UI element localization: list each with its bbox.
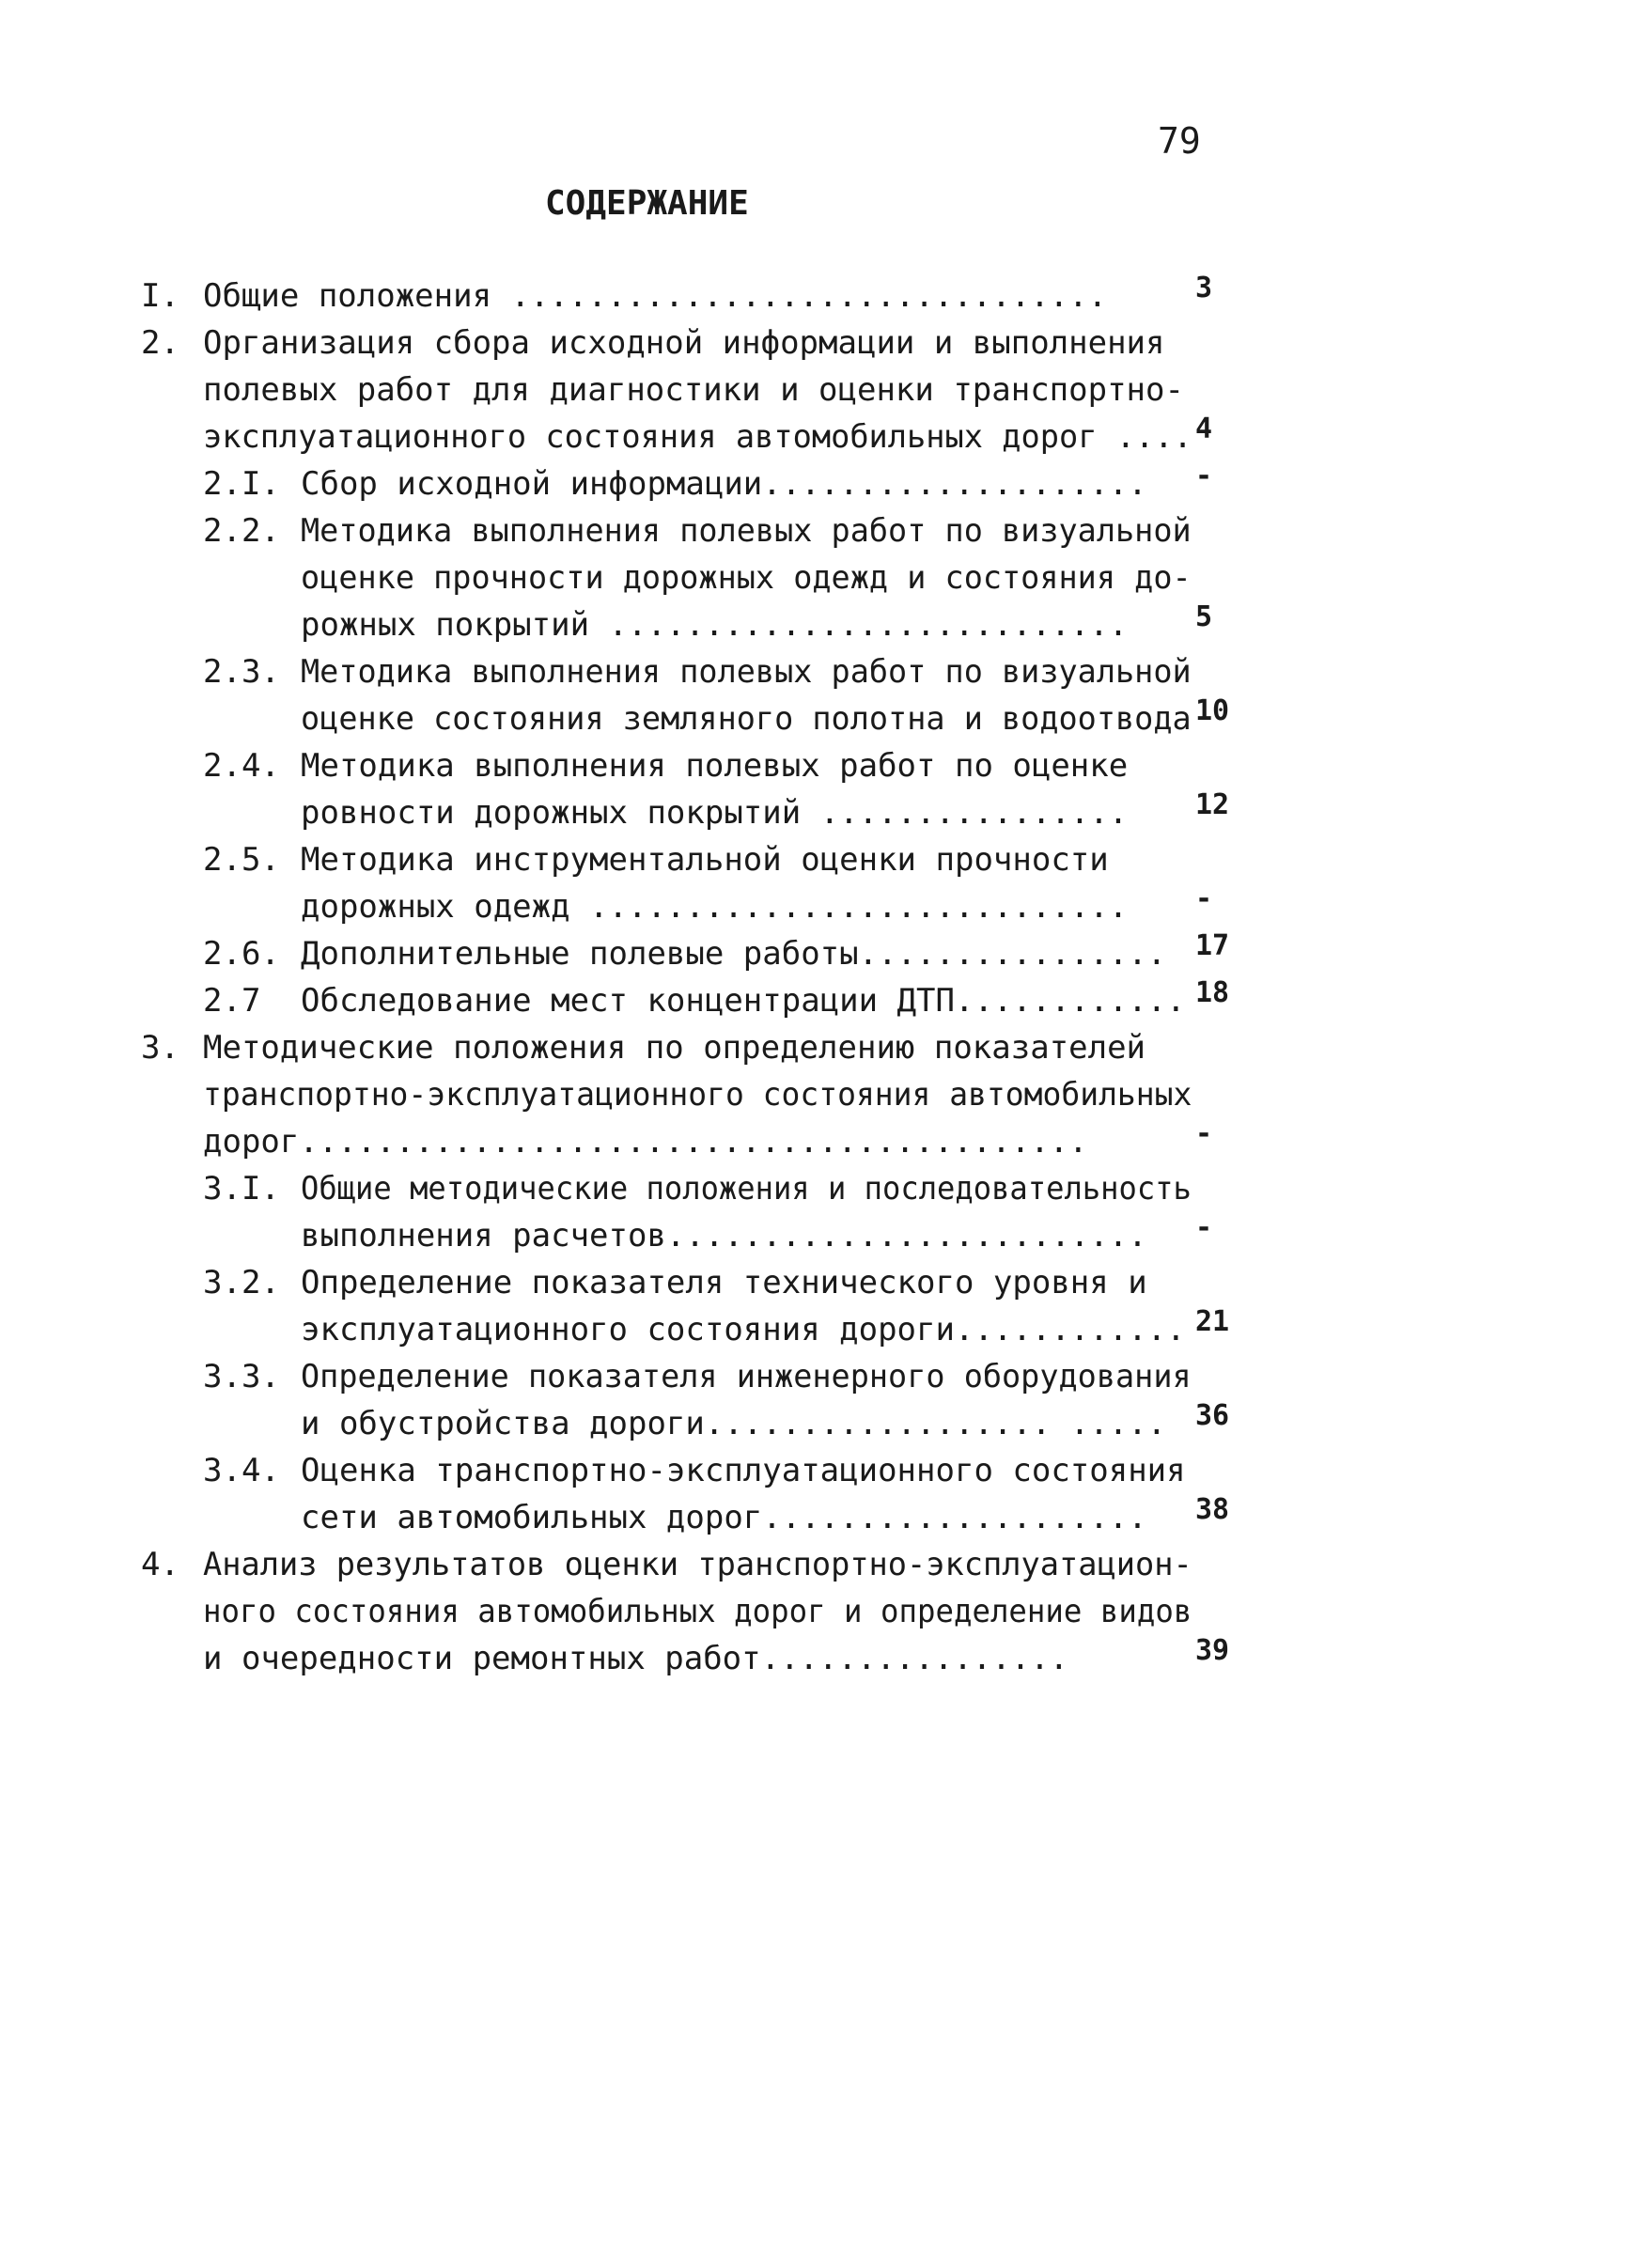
toc-entry-text: Дополнительные полевые работы................: [301, 935, 1167, 973]
toc-entry: [141, 273, 1240, 319]
toc-entry-text: ровности дорожных покрытий ................: [301, 794, 1129, 832]
toc-entry-text: дорожных одежд ............................: [301, 888, 1129, 926]
toc-page-ref: 17: [1195, 929, 1230, 962]
toc-entry: [141, 930, 1240, 977]
toc-entry-line: [141, 366, 1240, 413]
toc-entry-line: [141, 601, 1240, 648]
toc-entry-number: 2.6.: [203, 935, 280, 973]
toc-entry-text: Методика выполнения полевых работ по визуальной: [301, 512, 1192, 550]
toc-entry-text: Общие методические положения и последовательность: [301, 1170, 1192, 1208]
toc-entry-number: 3.: [141, 1029, 179, 1067]
toc-entry: [141, 507, 1240, 648]
toc-entry-text: полевых работ для диагностики и оценки транспортно-: [203, 371, 1184, 409]
toc-entry-number: 2.5.: [203, 841, 280, 879]
toc-page-ref: -: [1195, 882, 1213, 915]
toc-entry-text: Методика инструментальной оценки прочности: [301, 841, 1109, 879]
toc-entry-line: [141, 1024, 1240, 1071]
toc-entry-text: Организация сбора исходной информации и выполнения: [203, 324, 1165, 362]
toc-entry-text: рожных покрытий ...........................: [301, 606, 1129, 644]
toc-entry-number: I.: [141, 277, 179, 315]
toc-entry-line: [141, 1071, 1240, 1118]
toc-entry-text: ного состояния автомобильных дорог и определение видов: [203, 1593, 1192, 1630]
toc-entry-number: 2.7: [203, 982, 261, 1020]
toc-page-ref: 18: [1195, 976, 1230, 1009]
table-of-contents: [141, 273, 1240, 1682]
toc-entry: [141, 1259, 1240, 1353]
toc-entry-line: [141, 1588, 1240, 1635]
toc-page-ref: 36: [1195, 1399, 1230, 1432]
toc-entry-number: 2.3.: [203, 653, 280, 691]
toc-page-ref: 10: [1195, 694, 1230, 727]
toc-entry-line: [141, 507, 1240, 554]
toc-entry-number: 2.2.: [203, 512, 280, 550]
toc-entry-text: эксплуатационного состояния дороги............: [301, 1311, 1186, 1348]
toc-entry-line: [141, 836, 1240, 883]
toc-page-ref: 12: [1195, 788, 1230, 821]
toc-entry-text: Методические положения по определению показателей: [203, 1029, 1146, 1067]
toc-entry: [141, 1541, 1240, 1682]
toc-entry-line: [141, 1259, 1240, 1306]
toc-entry-number: 3.I.: [203, 1170, 280, 1208]
toc-entry-line: [141, 413, 1240, 460]
toc-entry-line: [141, 1353, 1240, 1400]
page-number: 79: [1158, 120, 1201, 162]
toc-entry-line: [141, 1541, 1240, 1588]
toc-entry-text: выполнения расчетов.........................: [301, 1217, 1147, 1254]
toc-entry-text: дорог.........................................: [203, 1123, 1088, 1161]
toc-entry-text: и обустройства дороги.................. .....: [301, 1405, 1167, 1442]
toc-entry: [141, 1024, 1240, 1165]
toc-entry-number: 2.: [141, 324, 179, 362]
toc-entry-line: [141, 695, 1240, 742]
toc-entry-text: Методика выполнения полевых работ по оценке: [301, 747, 1129, 785]
toc-entry-text: Сбор исходной информации....................: [301, 465, 1147, 503]
toc-entry: [141, 319, 1240, 460]
toc-entry-text: оценке прочности дорожных одежд и состояния до-: [301, 559, 1192, 597]
toc-entry-line: [141, 1165, 1240, 1212]
toc-page-ref: 39: [1195, 1634, 1230, 1667]
toc-entry-line: [141, 554, 1240, 601]
toc-entry-line: [141, 460, 1240, 507]
page-title: СОДЕРЖАНИЕ: [545, 184, 749, 223]
toc-page-ref: 3: [1195, 272, 1213, 304]
toc-entry-text: Методика выполнения полевых работ по визуальной: [301, 653, 1192, 691]
toc-entry-line: [141, 273, 1240, 319]
toc-entry-line: [141, 1212, 1240, 1259]
toc-entry-text: транспортно-эксплуатационного состояния автомобильных: [203, 1076, 1192, 1114]
toc-entry-line: [141, 648, 1240, 695]
toc-entry-line: [141, 319, 1240, 366]
toc-entry-text: Анализ результатов оценки транспортно-эксплуатацион-: [203, 1546, 1192, 1583]
toc-page-ref: 5: [1195, 600, 1213, 633]
toc-entry-text: Обследование мест концентрации ДТП............: [301, 982, 1186, 1020]
toc-page-ref: -: [1195, 1117, 1213, 1150]
toc-entry: [141, 1353, 1240, 1447]
toc-page-ref: 4: [1195, 413, 1213, 445]
toc-page-ref: 38: [1195, 1493, 1230, 1526]
toc-entry-number: 3.4.: [203, 1452, 280, 1489]
toc-entry-text: оценке состояния земляного полотна и водоотвода: [301, 700, 1192, 738]
toc-entry-line: [141, 789, 1240, 836]
toc-entry: [141, 648, 1240, 742]
toc-page-ref: -: [1195, 1211, 1213, 1244]
toc-entry-line: [141, 742, 1240, 789]
toc-entry-line: [141, 1400, 1240, 1447]
toc-entry-text: сети автомобильных дорог....................: [301, 1499, 1147, 1536]
toc-entry-number: 3.3.: [203, 1358, 280, 1395]
toc-entry-number: 2.4.: [203, 747, 280, 785]
toc-entry: [141, 1165, 1240, 1259]
toc-entry-line: [141, 977, 1240, 1024]
toc-entry: [141, 460, 1240, 507]
toc-entry-number: 4.: [141, 1546, 179, 1583]
toc-entry-line: [141, 1447, 1240, 1494]
toc-entry-line: [141, 1494, 1240, 1541]
toc-entry-line: [141, 883, 1240, 930]
toc-entry: [141, 836, 1240, 930]
toc-entry: [141, 742, 1240, 836]
toc-entry-line: [141, 1306, 1240, 1353]
toc-entry-text: и очередности ремонтных работ................: [203, 1640, 1069, 1677]
toc-entry: [141, 1447, 1240, 1541]
toc-entry-line: [141, 1635, 1240, 1682]
toc-page-ref: -: [1195, 460, 1213, 492]
toc-entry-number: 2.I.: [203, 465, 280, 503]
toc-entry: [141, 977, 1240, 1024]
toc-page-ref: 21: [1195, 1305, 1230, 1338]
toc-entry-number: 3.2.: [203, 1264, 280, 1301]
toc-entry-text: Определение показателя инженерного оборудования: [301, 1358, 1192, 1395]
toc-entry-line: [141, 930, 1240, 977]
toc-entry-text: Определение показателя технического уровня и: [301, 1264, 1147, 1301]
toc-entry-text: эксплуатационного состояния автомобильных дорог ....: [203, 418, 1192, 456]
toc-entry-text: Общие положения ...............................: [203, 277, 1108, 315]
toc-entry-text: Оценка транспортно-эксплуатационного состояния: [301, 1452, 1186, 1489]
toc-entry-line: [141, 1118, 1240, 1165]
